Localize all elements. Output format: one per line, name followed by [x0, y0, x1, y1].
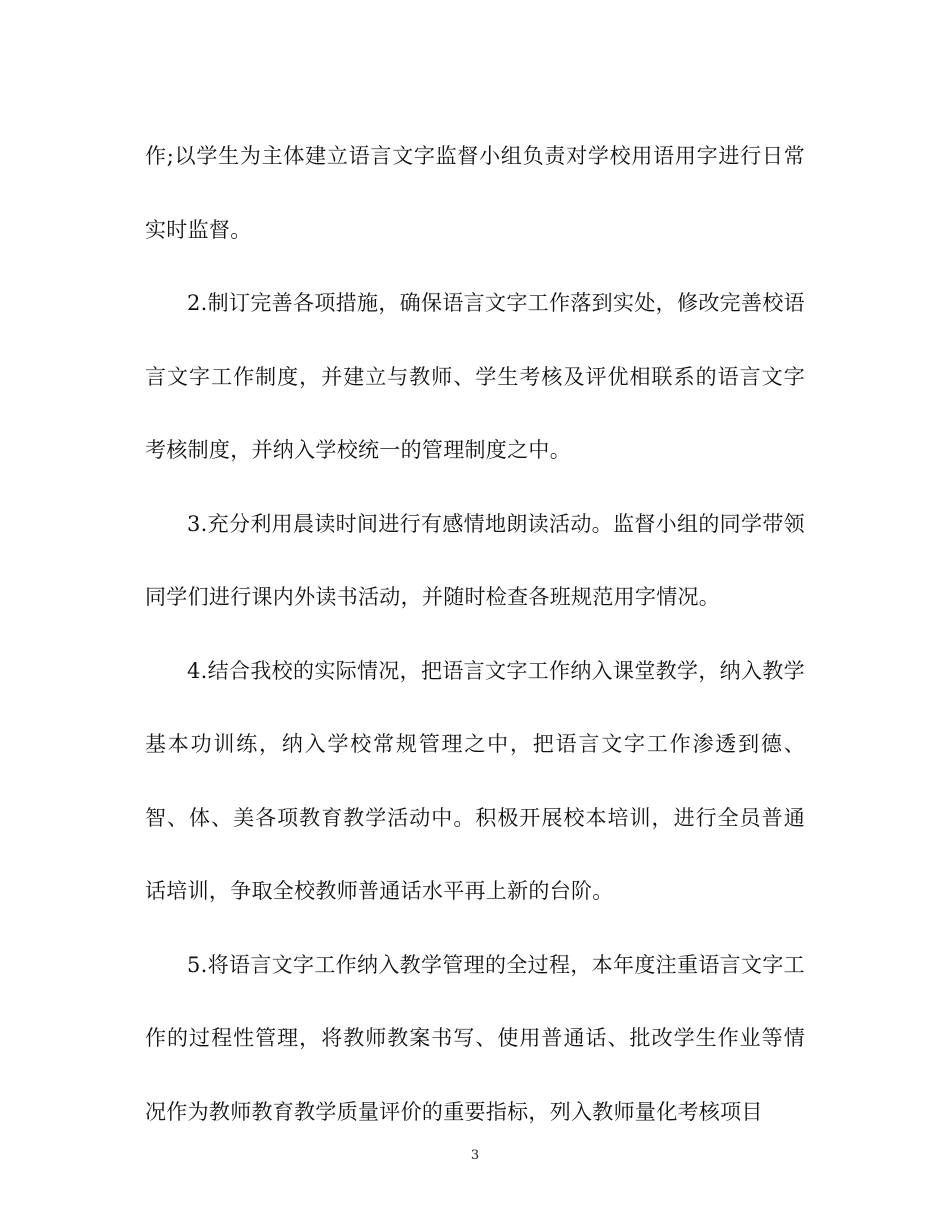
- paragraph-5: 5.将语言文字工作纳入教学管理的全过程，本年度注重语言文字工作的过程性管理，将教师教案书写、使用普通话、批改学生作业等情况作为教师教育教学质量评价的重要指标，列入教师量化考核项目: [145, 952, 805, 1124]
- paragraph-1: 作;以学生为主体建立语言文字监督小组负责对学校用语用字进行日常实时监督。: [145, 144, 805, 242]
- document-body: [145, 120, 805, 1149]
- paragraph-4: 4.结合我校的实际情况，把语言文字工作纳入课堂教学，纳入教学基本功训练，纳入学校常规管理之中，把语言文字工作渗透到德、智、体、美各项教育教学活动中。积极开展校本培训，进行全员普通话培训，争取全校教师普通话水平再上新的台阶。: [145, 658, 805, 903]
- page-number: 3: [470, 1148, 480, 1163]
- paragraph-2: 2.制订完善各项措施，确保语言文字工作落到实处，修改完善校语言文字工作制度，并建立与教师、学生考核及评优相联系的语言文字考核制度，并纳入学校统一的管理制度之中。: [145, 291, 805, 462]
- paragraph-3: 3.充分利用晨读时间进行有感情地朗读活动。监督小组的同学带领同学们进行课内外读书活动，并随时检查各班规范用字情况。: [145, 511, 805, 609]
